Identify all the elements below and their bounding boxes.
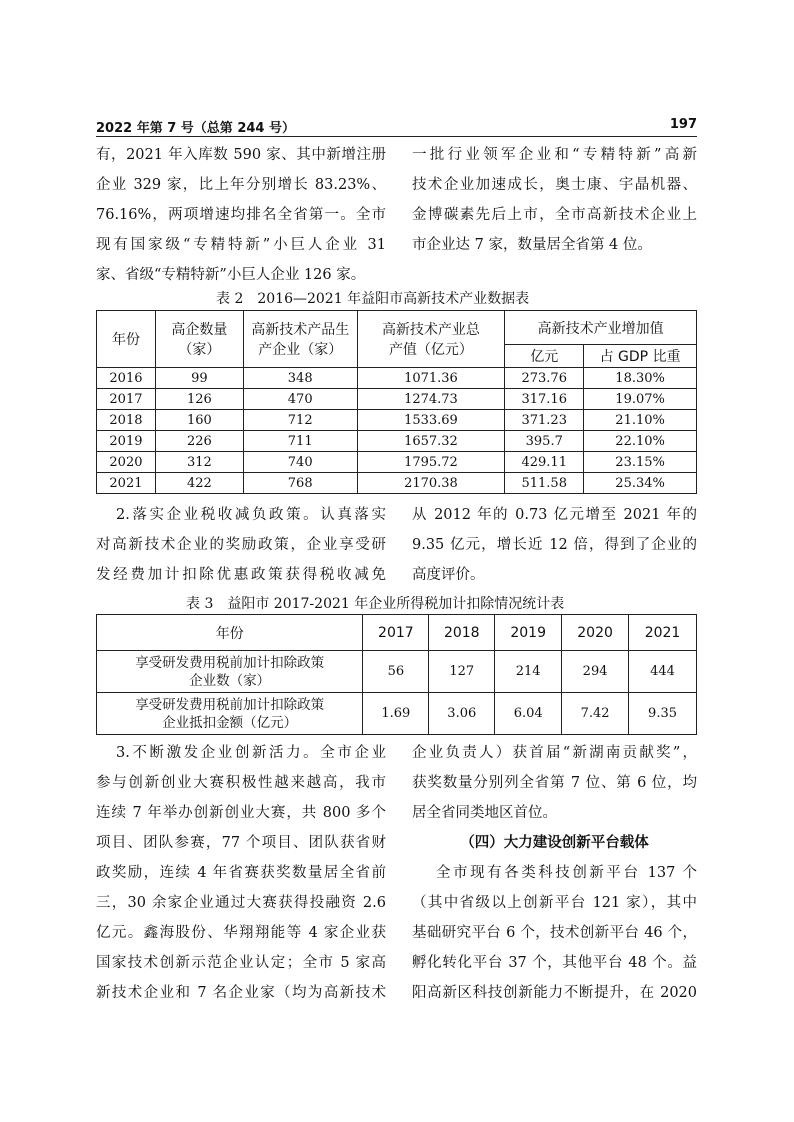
cell-output: 1071.36 xyxy=(357,368,505,389)
text-line: （其中省级以上创新平台 121 家），其中 xyxy=(412,895,697,911)
text-line: 项目、团队参赛，77 个项目、团队获省财 xyxy=(96,835,386,851)
row-label-line: 企业抵扣金额（亿元） xyxy=(162,714,298,731)
cell-firms: 126 xyxy=(155,389,243,410)
text-line: 企业 329 家，比上年分别增长 83.23%、 xyxy=(96,177,386,193)
cell-output: 2170.38 xyxy=(357,473,505,494)
cell-firms: 422 xyxy=(155,473,243,494)
cell-output: 1657.32 xyxy=(357,431,505,452)
text-line: 有，2021 年入库数 590 家、其中新增注册 xyxy=(96,147,386,163)
table-row xyxy=(97,389,697,410)
cell-producers: 348 xyxy=(243,368,357,389)
text-line: 9.35 亿元，增长近 12 倍，得到了企业的 xyxy=(412,537,697,553)
col-header-2018: 2018 xyxy=(429,615,495,651)
text-line: 政奖励，连续 4 年省赛获奖数量居全省前 xyxy=(96,865,386,881)
table-row xyxy=(97,368,697,389)
text-line: 新技术企业和 7 名企业家（均为高新技术 xyxy=(96,985,386,1001)
cell-value: 294 xyxy=(562,651,629,693)
cell-firms: 99 xyxy=(155,368,243,389)
cell-added-amount: 429.11 xyxy=(505,452,584,473)
col-header-2019: 2019 xyxy=(495,615,562,651)
col-header-added-value: 高新技术产业增加值 xyxy=(505,311,697,345)
text-line: 阳高新区科技创新能力不断提升，在 2020 xyxy=(412,985,697,1001)
text-line: 全市现有各类科技创新平台 137 个 xyxy=(436,865,697,881)
text-line: 企业负责人）获首届“新湖南贡献奖”， xyxy=(412,745,697,761)
cell-value: 444 xyxy=(629,651,697,693)
text-line: 参与创新创业大赛积极性越来越高，我市 xyxy=(96,775,386,791)
col-header-gdp-share: 占 GDP 比重 xyxy=(584,345,697,368)
cell-producers: 768 xyxy=(243,473,357,494)
text-line: 孵化转化平台 37 个，其他平台 48 个。益 xyxy=(412,955,697,971)
table-row xyxy=(97,410,697,431)
bottom-left-paragraph xyxy=(96,738,386,1008)
col-header-added-amount: 亿元 xyxy=(505,345,584,368)
table3-caption: 表 3 益阳市 2017-2021 年企业所得税加计扣除情况统计表 xyxy=(186,596,565,612)
top-right-paragraph xyxy=(412,140,697,260)
cell-firms: 226 xyxy=(155,431,243,452)
text-line: 金博碳素先后上市，全市高新技术企业上 xyxy=(412,207,697,223)
table-row xyxy=(97,452,697,473)
cell-output: 1533.69 xyxy=(357,410,505,431)
cell-value: 6.04 xyxy=(495,693,562,735)
cell-output: 1274.73 xyxy=(357,389,505,410)
cell-producers: 470 xyxy=(243,389,357,410)
cell-firms: 312 xyxy=(155,452,243,473)
table2-caption: 表 2 2016—2021 年益阳市高新技术产业数据表 xyxy=(216,291,530,307)
cell-producers: 711 xyxy=(243,431,357,452)
cell-year: 2018 xyxy=(97,410,156,431)
text-line: 技术企业加速成长，奥士康、宇晶机器、 xyxy=(412,177,697,193)
row-label-line: 享受研发费用税前加计扣除政策 xyxy=(135,654,325,671)
cell-year: 2019 xyxy=(97,431,156,452)
cell-year: 2016 xyxy=(97,368,156,389)
col-header-firms: 高企数量（家） xyxy=(155,311,243,368)
table-row xyxy=(97,693,697,735)
table-row xyxy=(97,431,697,452)
cell-added-amount: 511.58 xyxy=(505,473,584,494)
text-line: 发经费加计扣除优惠政策获得税收减免 xyxy=(96,567,386,583)
cell-gdp-share: 19.07% xyxy=(584,389,697,410)
cell-value: 7.42 xyxy=(562,693,629,735)
cell-added-amount: 371.23 xyxy=(505,410,584,431)
cell-added-amount: 395.7 xyxy=(505,431,584,452)
text-line: 居全省同类地区首位。 xyxy=(412,805,557,821)
cell-gdp-share: 21.10% xyxy=(584,410,697,431)
col-header-2017: 2017 xyxy=(363,615,429,651)
text-line: 市企业达 7 家，数量居全省第 4 位。 xyxy=(412,237,652,253)
col-header-output: 高新技术产业总产值（亿元） xyxy=(357,311,505,368)
table3 xyxy=(96,614,697,735)
text-line: 76.16%，两项增速均排名全省第一。全市 xyxy=(96,207,386,223)
text-line: 高度评价。 xyxy=(412,567,485,583)
col-header-2020: 2020 xyxy=(562,615,629,651)
col-header-year: 年份 xyxy=(97,311,156,368)
text-line: 获奖数量分别列全省第 7 位、第 6 位，均 xyxy=(412,775,697,791)
text-line: 基础研究平台 6 个，技术创新平台 46 个， xyxy=(412,925,697,941)
cell-value: 127 xyxy=(429,651,495,693)
cell-value: 3.06 xyxy=(429,693,495,735)
table-row xyxy=(97,651,697,693)
col-header-2021: 2021 xyxy=(629,615,697,651)
cell-year: 2020 xyxy=(97,452,156,473)
row-label xyxy=(97,693,363,735)
cell-gdp-share: 23.15% xyxy=(584,452,697,473)
table-row xyxy=(97,473,697,494)
text-line: 国家技术创新示范企业认定；全市 5 家高 xyxy=(96,955,386,971)
row-label-line: 享受研发费用税前加计扣除政策 xyxy=(135,696,325,713)
cell-gdp-share: 22.10% xyxy=(584,431,697,452)
cell-producers: 740 xyxy=(243,452,357,473)
cell-output: 1795.72 xyxy=(357,452,505,473)
text-line: 对高新技术企业的奖励政策，企业享受研 xyxy=(96,537,386,553)
cell-year: 2017 xyxy=(97,389,156,410)
row-label-line: 企业数（家） xyxy=(189,672,271,689)
cell-producers: 712 xyxy=(243,410,357,431)
text-line: 一批行业领军企业和“专精特新”高新 xyxy=(412,147,697,163)
section-heading: （四）大力建设创新平台载体 xyxy=(460,834,649,851)
top-left-paragraph xyxy=(96,140,386,290)
cell-year: 2021 xyxy=(97,473,156,494)
page-number: 197 xyxy=(669,117,697,132)
text-line: 从 2012 年的 0.73 亿元增至 2021 年的 xyxy=(412,507,697,523)
table2 xyxy=(96,310,697,494)
cell-value: 214 xyxy=(495,651,562,693)
text-line: 连续 7 年举办创新创业大赛，共 800 多个 xyxy=(96,805,386,821)
col-header-producers: 高新技术产品生产企业（家） xyxy=(243,311,357,368)
cell-value: 1.69 xyxy=(363,693,429,735)
bottom-right-paragraph xyxy=(412,738,697,1008)
cell-gdp-share: 25.34% xyxy=(584,473,697,494)
cell-added-amount: 317.16 xyxy=(505,389,584,410)
cell-gdp-share: 18.30% xyxy=(584,368,697,389)
text-line: 亿元。鑫海股份、华翔翔能等 4 家企业获 xyxy=(96,925,386,941)
cell-value: 56 xyxy=(363,651,429,693)
cell-value: 9.35 xyxy=(629,693,697,735)
text-line: 2.落实企业税收减负政策。认真落实 xyxy=(116,507,386,523)
row-label xyxy=(97,651,363,693)
text-line: 3.不断激发企业创新活力。全市企业 xyxy=(116,745,386,761)
header-rule xyxy=(96,136,697,137)
cell-added-amount: 273.76 xyxy=(505,368,584,389)
text-line: 现有国家级“专精特新”小巨人企业 31 xyxy=(96,237,386,253)
mid-right-paragraph xyxy=(412,500,697,590)
issue-label: 2022 年第 7 号（总第 244 号） xyxy=(96,121,295,136)
page-header xyxy=(96,117,697,135)
cell-firms: 160 xyxy=(155,410,243,431)
text-line: 家、省级“专精特新”小巨人企业 126 家。 xyxy=(96,267,366,283)
mid-left-paragraph xyxy=(96,500,386,590)
col-header-year: 年份 xyxy=(97,615,363,651)
text-line: 三，30 余家企业通过大赛获得投融资 2.6 xyxy=(96,895,386,911)
